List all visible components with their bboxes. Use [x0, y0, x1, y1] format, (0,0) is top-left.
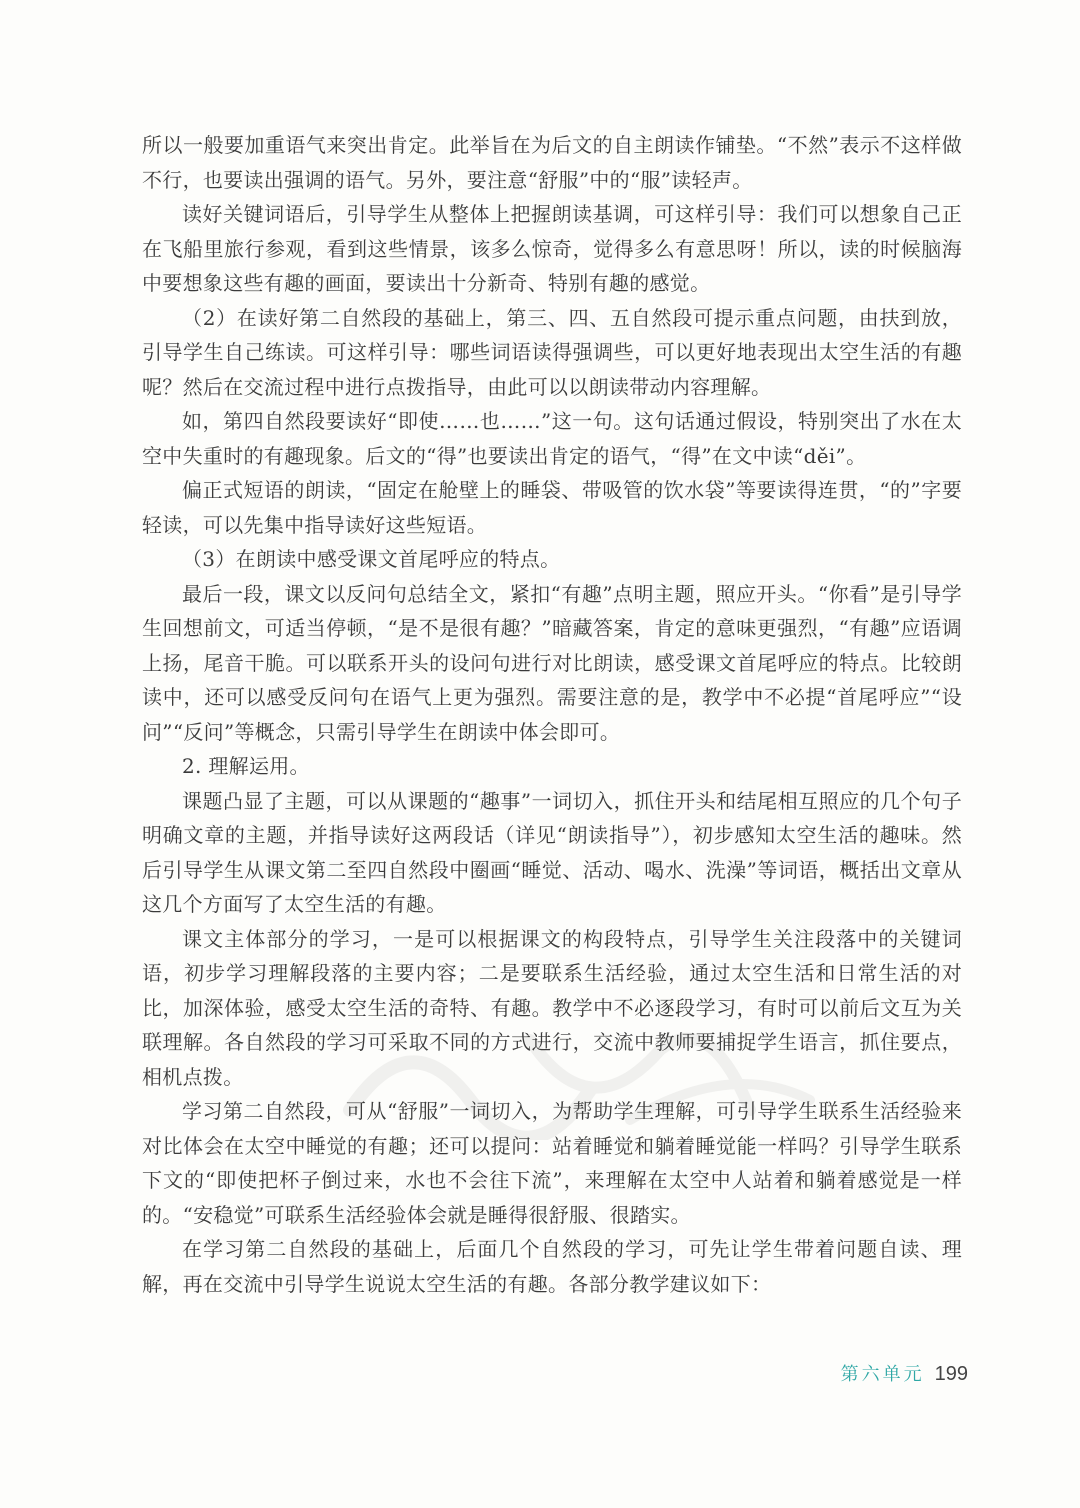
paragraph-7: 最后一段，课文以反问句总结全文，紧扣“有趣”点明主题，照应开头。“你看”是引导学生回想前文，可适当停顿，“是不是很有趣？”暗藏答案，肯定的意味更强烈，“有趣”应语调上扬，尾音干脆。可以联系开头的设问句进行对比朗读，感受课文首尾呼应的特点。比较朗读中，还可以感受反问句在语气上更为强烈。需要注意的是，教学中不必提“首尾呼应”“设问”“反问”等概念，只需引导学生在朗读中体会即可。: [142, 581, 962, 744]
section-heading: 2. 理解运用。: [182, 754, 310, 778]
main-text: [142, 128, 962, 1301]
paragraph-12: 在学习第二自然段的基础上，后面几个自然段的学习，可先让学生带着问题自读、理解，再在交流中引导学生说说太空生活的有趣。各部分教学建议如下：: [142, 1237, 962, 1296]
paragraph-4: 如，第四自然段要读好“即使……也……”这一句。这句话通过假设，特别突出了水在太空中失重时的有趣现象。后文的“得”也要读出肯定的语气，“得”在文中读“děi”。: [142, 409, 962, 468]
paragraph-6: （3）在朗读中感受课文首尾呼应的特点。: [182, 547, 561, 571]
paragraph-1: 所以一般要加重语气来突出肯定。此举旨在为后文的自主朗读作铺垫。“不然”表示不这样做不行，也要读出强调的语气。另外，要注意“舒服”中的“服”读轻声。: [142, 133, 962, 192]
page-footer: [841, 1360, 968, 1386]
paragraph-9: 课题凸显了主题，可以从课题的“趣事”一词切入，抓住开头和结尾相互照应的几个句子明确文章的主题，并指导读好这两段话（详见“朗读指导”），初步感知太空生活的趣味。然后引导学生从课文第二至四自然段中圈画“睡觉、活动、喝水、洗澡”等词语，概括出文章从这几个方面写了太空生活的有趣。: [142, 788, 962, 916]
paragraph-2: 读好关键词语后，引导学生从整体上把握朗读基调，可这样引导：我们可以想象自己正在飞船里旅行参观，看到这些情景，该多么惊奇，觉得多么有意思呀！所以，读的时候脑海中要想象这些有趣的画面，要读出十分新奇、特别有趣的感觉。: [142, 202, 962, 295]
paragraph-10: 课文主体部分的学习，一是可以根据课文的构段特点，引导学生关注段落中的关键词语，初步学习理解段落的主要内容；二是要联系生活经验，通过太空生活和日常生活的对比，加深体验，感受太空生活的奇特、有趣。教学中不必逐段学习，有时可以前后文互为关联理解。各自然段的学习可采取不同的方式进行，交流中教师要捕捉学生语言，抓住要点，相机点拨。: [142, 926, 962, 1089]
unit-label: 第六单元: [840, 1364, 925, 1385]
paragraph-11: 学习第二自然段，可从“舒服”一词切入，为帮助学生理解，可引导学生联系生活经验来对比体会在太空中睡觉的有趣；还可以提问：站着睡觉和躺着睡觉能一样吗？引导学生联系下文的“即使把杯子倒过来，水也不会往下流”，来理解在太空中人站着和躺着感觉是一样的。“安稳觉”可联系生活经验体会就是睡得很舒服、很踏实。: [142, 1099, 962, 1227]
paragraph-5: 偏正式短语的朗读，“固定在舱壁上的睡袋、带吸管的饮水袋”等要读得连贯，“的”字要轻读，可以先集中指导读好这些短语。: [142, 478, 962, 537]
paragraph-3: （2）在读好第二自然段的基础上，第三、四、五自然段可提示重点问题，由扶到放，引导学生自己练读。可这样引导：哪些词语读得强调些，可以更好地表现出太空生活的有趣呢？然后在交流过程中进行点拨指导，由此可以以朗读带动内容理解。: [142, 305, 962, 399]
page-number: 199: [934, 1363, 968, 1385]
